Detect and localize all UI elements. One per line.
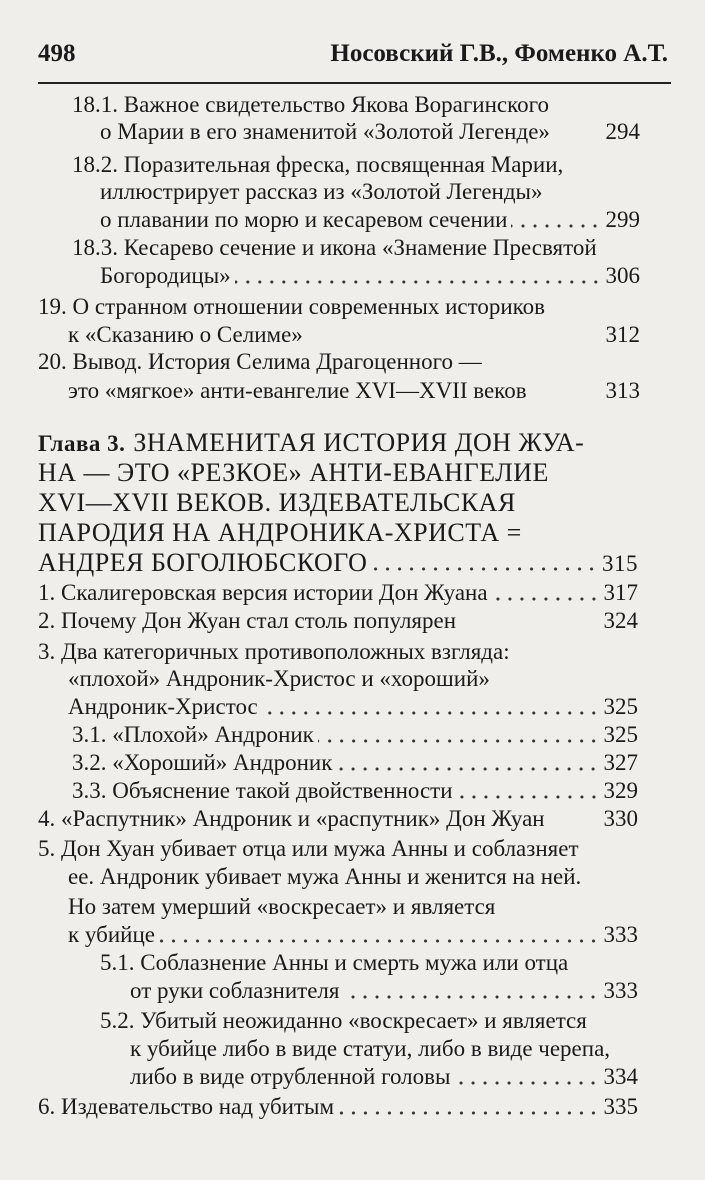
toc-line-text: о Марии в его знаменитой «Золотой Легенде» [100,119,550,144]
toc-line [100,205,640,235]
toc-page-number: 315 [602,551,638,576]
toc-page-number: 325 [603,722,638,747]
toc-line [68,920,638,950]
toc-line-text: 5. Дон Хуан убивает отца или мужа Анны и соблазняет [38,836,579,861]
toc-page-number: 317 [603,580,638,605]
toc-line-text: Андроник-Христос [68,694,258,719]
toc-page-number: 306 [605,263,640,288]
leader-dots [343,994,599,1000]
toc-line [68,862,581,892]
toc-line-text: 20. Вывод. История Селима Драгоценного — [38,349,482,374]
toc-line [68,664,490,694]
toc-line [68,320,640,350]
toc-page-number: 330 [603,806,638,831]
page-number: 498 [38,40,76,67]
toc-line [72,233,597,263]
leader-dots [338,1110,599,1116]
leader-dots [235,279,602,285]
toc-line-text: Богородицы» [100,263,231,288]
toc-line [38,578,638,608]
toc-line [38,1092,638,1122]
toc-line [38,347,482,377]
toc-line-text: 5.2. Убитый неожиданно «воскресает» и является [100,1008,587,1033]
toc-line [100,177,543,207]
toc-line [100,261,640,291]
toc-page-number: 335 [603,1094,638,1119]
toc-page-number: 313 [605,378,640,403]
toc-line-text: 19. О странном отношении современных историков [38,294,546,319]
toc-line-text: 3.3. Объяснение такой двойственности [72,778,453,803]
leader-dots [511,223,601,229]
toc-line [130,1034,610,1064]
chapter-title: ЗНАМЕНИТАЯ ИСТОРИЯ ДОН ЖУА- [133,428,585,457]
toc-line-text: к убийце либо в виде статуи, либо в виде черепа, [130,1036,611,1061]
toc-line [100,1006,587,1036]
toc-line [68,376,640,406]
leader-dots [262,710,600,716]
leader-dots [159,938,600,944]
toc-page-number: 327 [603,750,638,775]
toc-page-number: 312 [605,322,640,347]
leader-dots [457,794,600,800]
toc-page-number: 299 [605,207,640,232]
toc-line [68,692,638,722]
toc-line-text: иллюстрирует рассказ из «Золотой Легенды» [100,179,543,204]
toc-page-number: 325 [603,694,638,719]
toc-line-text: 3.1. «Плохой» Андроник [72,722,314,747]
toc-line [72,150,563,180]
toc-line [68,892,495,922]
toc-line-text: 1. Скалигеровская версия истории Дон Жуана [38,580,488,605]
toc-line-text: 18.3. Кесарево сечение и икона «Знамение Пресвятой [72,235,597,260]
toc-line [38,292,545,322]
toc-line-text: к «Сказанию о Селиме» [68,322,303,347]
toc-line-text: 3.2. «Хороший» Андроник [72,750,333,775]
toc-line-text: 4. «Распутник» Андроник и «распутник» Дон Жуан [38,806,545,831]
toc-line [38,804,638,834]
leader-dots [492,596,600,602]
toc-page-number: 329 [603,778,638,803]
toc-line-text: 18.2. Поразительная фреска, посвященная Марии, [72,152,564,177]
toc-page-number: 334 [603,1064,638,1089]
toc-page-number: 333 [603,922,638,947]
toc-line-text: 3. Два категоричных противоположных взгляда: [38,639,510,664]
toc-line [72,90,549,120]
chapter-label: Глава 3. [38,431,126,456]
leader-dots [371,566,598,572]
toc-line [72,748,638,778]
toc-page-number: 333 [603,978,638,1003]
toc-line [38,637,510,667]
toc-line-text: Но затем умерший «воскресает» и является [68,894,496,919]
toc-line [72,776,638,806]
toc-line-text: к убийце [68,922,155,947]
toc-line [38,834,579,864]
chapter-title-line: XVI—XVII ВЕКОВ. ИЗДЕВАТЕЛЬСКАЯ [38,488,516,517]
leader-dots [318,738,600,744]
toc-line-text: «плохой» Андроник-Христос и «хороший» [68,666,490,691]
toc-line [72,720,638,750]
toc-line-text: 18.1. Важное свидетельство Якова Ворагинского [72,92,550,117]
leader-dots [336,766,599,772]
toc-line [100,117,640,147]
toc-line [130,976,638,1006]
toc-line [130,1062,638,1092]
toc-page-number: 324 [603,608,638,633]
toc-line [38,606,638,636]
toc-page-number: 294 [605,119,640,144]
chapter-heading [38,428,584,458]
leader-dots [454,1080,599,1086]
chapter-title-line: ПАРОДИЯ НА АНДРОНИКА-ХРИСТА = [38,518,522,547]
toc-line-text: 5.1. Соблазнение Анны и смерть мужа или отца [100,950,569,975]
toc-line-text: ее. Андроник убивает мужа Анны и женится на ней. [68,864,582,889]
toc-line [100,948,568,978]
running-head-authors: Носовский Г.В., Фоменко А.Т. [330,40,668,67]
toc-line-text: от руки соблазнителя [130,978,340,1003]
chapter-title-line: АНДРЕЯ БОГОЛЮБСКОГО 315 [38,548,638,577]
toc-line-text: о плавании по морю и кесаревом сечении [100,207,508,232]
toc-line-text: это «мягкое» анти-евангелие XVI—XVII веков [68,378,527,403]
chapter-title-line: НА — ЭТО «РЕЗКОЕ» АНТИ-ЕВАНГЕЛИЕ [38,458,549,487]
toc-line-text: либо в виде отрубленной головы [130,1064,451,1089]
toc-line-text: 2. Почему Дон Жуан стал столь популярен [38,608,457,633]
toc-line-text: 6. Издевательство над убитым [38,1094,335,1119]
